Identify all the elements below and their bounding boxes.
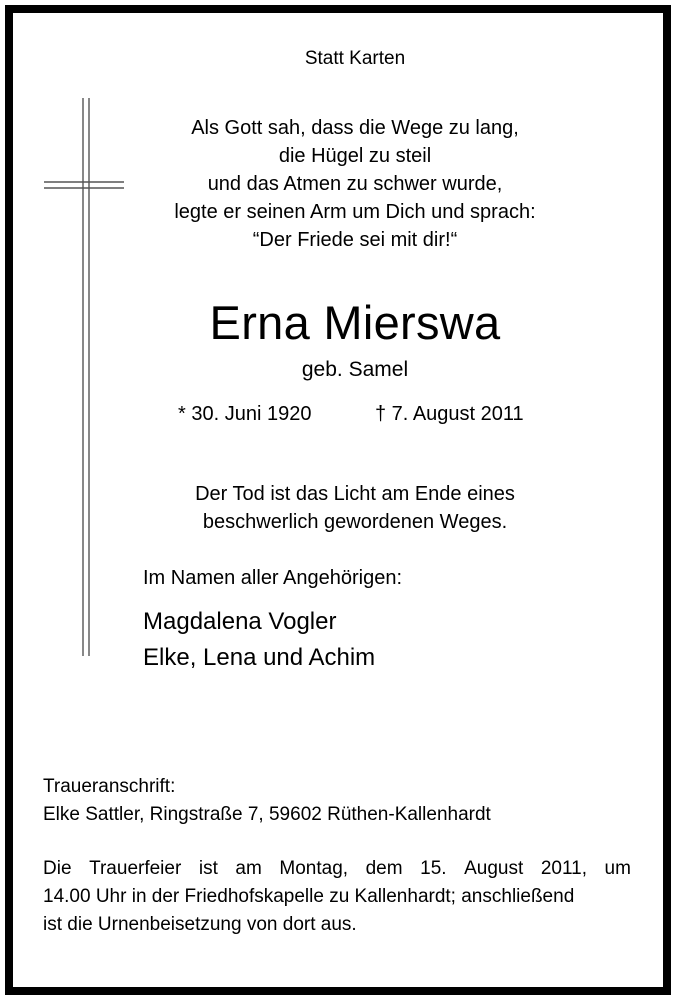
service-word: August xyxy=(464,858,524,879)
saying-line: beschwerlich gewordenen Weges. xyxy=(202,511,508,533)
verse-line: Als Gott sah, dass die Wege zu lang, xyxy=(191,117,519,139)
service-word: Die xyxy=(43,858,72,879)
service-word: Montag, xyxy=(279,858,349,879)
verse-line: “Der Friede sei mit dir!“ xyxy=(252,229,458,251)
address-value: Elke Sattler, Ringstraße 7, 59602 Rüthen-Kallenhardt xyxy=(43,804,491,825)
verse-line: und das Atmen zu schwer wurde, xyxy=(207,173,503,195)
service-word: am xyxy=(235,858,262,879)
service-line-1 xyxy=(43,855,631,883)
mourning-address xyxy=(43,773,491,829)
cross-icon xyxy=(38,90,124,656)
mourners-intro: Im Namen aller Angehörigen: xyxy=(143,567,403,589)
saying-line: Der Tod ist das Licht am Ende eines xyxy=(195,483,515,505)
mourners-list xyxy=(143,604,375,676)
service-word: um xyxy=(604,858,631,879)
deceased-name: Erna Mierswa xyxy=(209,296,501,349)
mourner-name: Magdalena Vogler xyxy=(143,608,337,635)
service-word: ist xyxy=(198,858,218,879)
verse-line: die Hügel zu steil xyxy=(278,145,432,167)
maiden-name: geb. Samel xyxy=(301,358,409,381)
memorial-saying xyxy=(140,480,570,536)
statt-karten-heading: Statt Karten xyxy=(304,48,406,69)
address-label: Traueranschrift: xyxy=(43,776,176,797)
memorial-verse xyxy=(140,114,570,254)
service-word: 15. xyxy=(420,858,447,879)
service-word: Trauerfeier xyxy=(89,858,182,879)
service-line-2: 14.00 Uhr in der Friedhofskapelle zu Kallenhardt; anschließend xyxy=(43,886,575,907)
verse-line: legte er seinen Arm um Dich und sprach: xyxy=(174,201,536,223)
service-word: 2011, xyxy=(540,858,587,879)
birth-date: * 30. Juni 1920 xyxy=(178,403,312,425)
mourner-name: Elke, Lena und Achim xyxy=(143,644,376,671)
death-date: † 7. August 2011 xyxy=(375,403,524,425)
service-line-3: ist die Urnenbeisetzung von dort aus. xyxy=(43,914,357,935)
funeral-service-info xyxy=(43,855,631,939)
service-word: dem xyxy=(365,858,403,879)
